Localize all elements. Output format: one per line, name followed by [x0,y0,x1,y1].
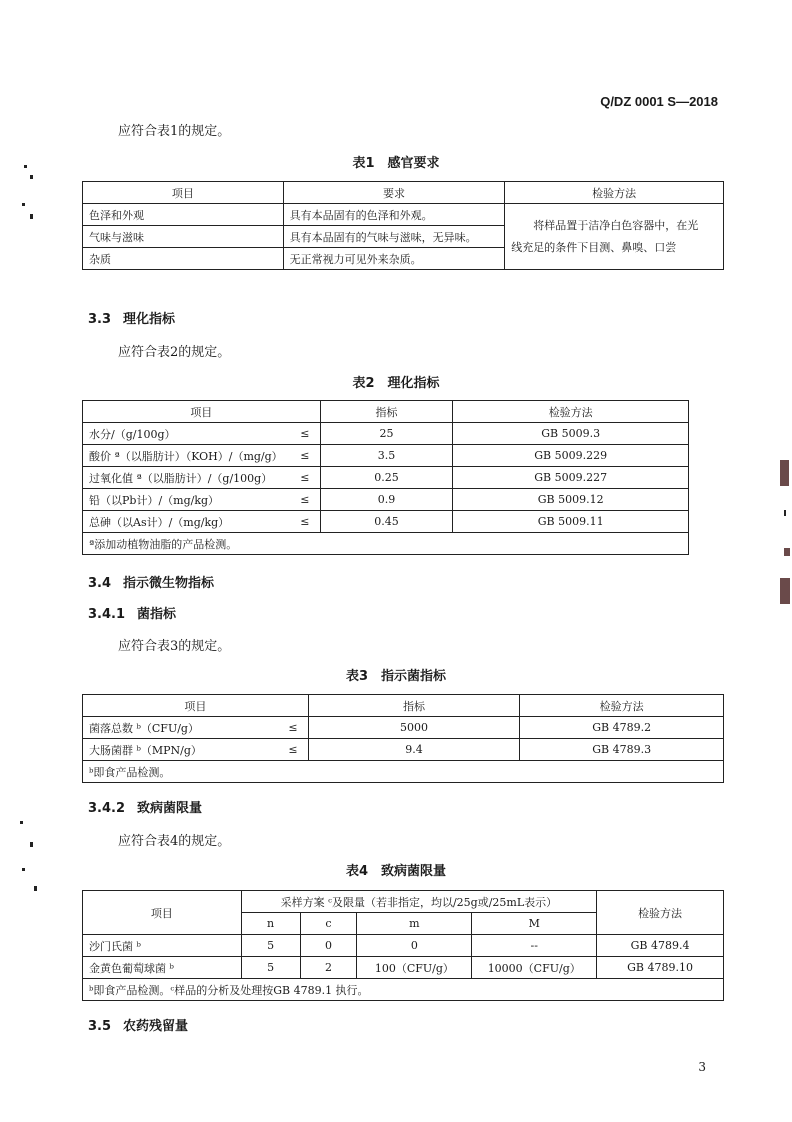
table2-physicochemical [82,400,689,555]
cell-value: 25 [320,423,453,445]
scan-mark [780,460,789,486]
table4-caption: 表4 致病菌限量 [345,864,447,879]
table-row [83,739,724,761]
cell-method: GB 5009.227 [453,467,689,489]
section-heading-3-4-1 [88,603,176,622]
table3-indicator-bacteria [82,694,724,783]
table4-pathogen-limits [82,890,724,1001]
cell-operator: ≤ [290,423,320,445]
cell-item: 色泽和外观 [83,204,284,226]
cell-item: 杂质 [83,248,284,270]
table-footnote: ᵇ即食产品检测。ᶜ样品的分析及处理按GB 4789.1 执行。 [83,979,724,1001]
table1-caption: 表1 感官要求 [352,156,440,171]
section-text: 应符合表2的规定。 [118,345,231,360]
scan-mark [30,175,33,179]
cell-value: 0.25 [320,467,453,489]
table-footnote-row [83,533,689,555]
section-number: 3.3 [88,312,112,327]
cell-operator: ≤ [290,445,320,467]
table-row [83,489,689,511]
cell-method: GB 4789.3 [520,739,724,761]
method-line-2: 线充足的条件下目测、鼻嗅、口尝 [511,240,677,254]
col-header-M: M [472,913,597,935]
table2-caption: 表2 理化指标 [352,376,440,391]
table-row [83,717,724,739]
col-header-item: 项目 [83,695,309,717]
col-header-method: 检验方法 [453,401,689,423]
cell-value: 9.4 [308,739,520,761]
section-title: 农药残留量 [123,1019,189,1034]
section-number: 3.4.2 [88,801,126,816]
cell-method: GB 4789.4 [597,935,724,957]
section-title: 指示微生物指标 [123,576,215,591]
cell-method: GB 4789.2 [520,717,724,739]
cell-value: 5000 [308,717,520,739]
cell-item: 气味与滋味 [83,226,284,248]
cell-value: 3.5 [320,445,453,467]
cell-method: GB 5009.3 [453,423,689,445]
page-number: 3 [698,1060,706,1074]
col-header-method: 检验方法 [520,695,724,717]
section-text: 应符合表3的规定。 [118,639,231,654]
col-header-n: n [241,913,300,935]
cell-item: 铅（以Pb计）/（mg/kg） [83,489,291,511]
section-title: 菌指标 [137,607,177,622]
cell-requirement: 具有本品固有的气味与滋味，无异味。 [283,226,505,248]
col-header-index: 指标 [320,401,453,423]
col-header-item: 项目 [83,182,284,204]
cell-M: 10000（CFU/g） [472,957,597,979]
table-header-row [83,182,724,204]
table-row [83,935,724,957]
scan-mark [22,868,25,871]
col-header-method: 检验方法 [597,891,724,935]
scan-mark [784,548,790,556]
cell-requirement: 无正常视力可见外来杂质。 [283,248,505,270]
cell-item: 过氧化值 ª（以脂肪计）/（g/100g） [83,467,291,489]
scan-mark [780,578,790,604]
cell-item: 总砷（以As计）/（mg/kg） [83,511,291,533]
table-footnote: ª添加动植物油脂的产品检测。 [83,533,689,555]
col-header-index: 指标 [308,695,520,717]
table-row [83,204,724,226]
cell-item: 酸价 ª（以脂肪计）（KOH）/（mg/g） [83,445,291,467]
cell-item: 菌落总数 ᵇ（CFU/g） [83,717,279,739]
col-header-item: 项目 [83,401,321,423]
scan-mark [20,821,23,824]
table-header-row [83,401,689,423]
section-heading-3-4-2 [88,797,202,816]
col-header-plan: 采样方案 ᶜ及限量（若非指定，均以/25g或/25mL表示） [241,891,597,913]
scan-mark [30,214,33,219]
cell-item: 大肠菌群 ᵇ（MPN/g） [83,739,279,761]
scan-mark [30,842,33,847]
cell-item: 水分/（g/100g） [83,423,291,445]
cell-method [505,204,724,270]
cell-n: 5 [241,935,300,957]
method-line-1: 将样品置于洁净白色容器中，在光 [533,218,699,232]
table-row [83,467,689,489]
cell-item: 沙门氏菌 ᵇ [83,935,242,957]
table-footnote: ᵇ即食产品检测。 [83,761,724,783]
table-row [83,511,689,533]
cell-operator: ≤ [290,489,320,511]
standard-code: Q/DZ 0001 S—2018 [600,94,718,109]
col-header-m: m [357,913,472,935]
section-heading-3-3 [88,308,175,327]
cell-operator: ≤ [290,467,320,489]
table-footnote-row [83,979,724,1001]
table-header-row [83,891,724,913]
cell-method: GB 4789.10 [597,957,724,979]
cell-c: 0 [300,935,357,957]
cell-c: 2 [300,957,357,979]
cell-m: 0 [357,935,472,957]
col-header-method: 检验方法 [505,182,724,204]
cell-item: 金黄色葡萄球菌 ᵇ [83,957,242,979]
scan-mark [22,203,25,206]
cell-value: 0.45 [320,511,453,533]
cell-method: GB 5009.12 [453,489,689,511]
table-header-row [83,695,724,717]
cell-value: 0.9 [320,489,453,511]
cell-operator: ≤ [278,717,308,739]
section-heading-3-4 [88,572,214,591]
col-header-c: c [300,913,357,935]
table-footnote-row [83,761,724,783]
intro-text: 应符合表1的规定。 [118,124,231,139]
col-header-item: 项目 [83,891,242,935]
table1-sensory [82,181,724,270]
cell-m: 100（CFU/g） [357,957,472,979]
table-row [83,423,689,445]
table-row [83,957,724,979]
cell-M: -- [472,935,597,957]
cell-operator: ≤ [278,739,308,761]
section-title: 理化指标 [123,312,176,327]
section-title: 致病菌限量 [137,801,203,816]
col-header-requirement: 要求 [283,182,505,204]
section-text: 应符合表4的规定。 [118,834,231,849]
section-heading-3-5 [88,1015,188,1034]
cell-method: GB 5009.11 [453,511,689,533]
scan-mark [24,165,27,168]
table3-caption: 表3 指示菌指标 [345,669,447,684]
scan-mark [34,886,37,891]
cell-n: 5 [241,957,300,979]
cell-requirement: 具有本品固有的色泽和外观。 [283,204,505,226]
cell-method: GB 5009.229 [453,445,689,467]
section-number: 3.4 [88,576,112,591]
section-number: 3.5 [88,1019,112,1034]
section-number: 3.4.1 [88,607,126,622]
scan-mark [784,510,786,516]
cell-operator: ≤ [290,511,320,533]
table-row [83,445,689,467]
